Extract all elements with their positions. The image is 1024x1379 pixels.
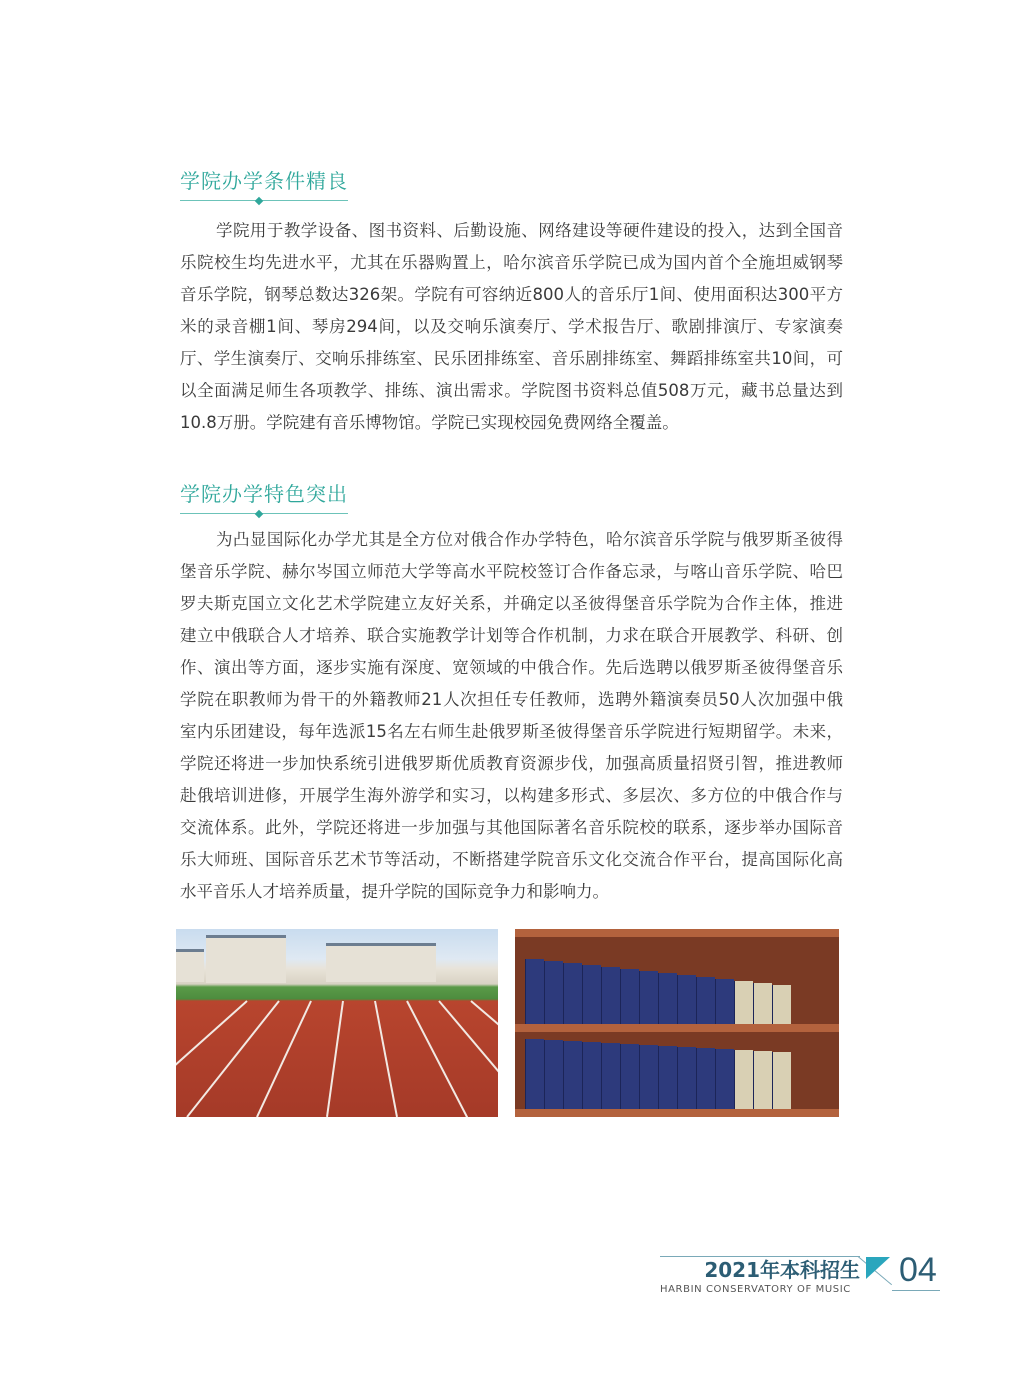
- book: [677, 975, 696, 1024]
- diamond-icon: [255, 197, 263, 205]
- footer-title: 2021年本科招生: [704, 1258, 860, 1282]
- book: [696, 977, 715, 1024]
- paragraph-line: 建立中俄联合人才培养、联合实施教学计划等合作机制，力求在联合开展教学、科研、创: [180, 626, 843, 645]
- building: [176, 949, 204, 982]
- footer-rule: [892, 1290, 940, 1291]
- paragraph-line: 为凸显国际化办学尤其是全方位对俄合作办学特色，哈尔滨音乐学院与俄罗斯圣彼得: [216, 530, 843, 549]
- book: [525, 1039, 544, 1109]
- book: [544, 961, 563, 1024]
- lane-line: [374, 1001, 398, 1117]
- paragraph-line: 乐大师班、国际音乐艺术节等活动，不断搭建学院音乐文化交流合作平台，提高国际化高: [180, 850, 843, 869]
- facilities-paragraph: [180, 215, 843, 439]
- book: [734, 981, 753, 1024]
- book: [563, 1041, 582, 1109]
- paragraph-line: 水平音乐人才培养质量，提升学院的国际竞争力和影响力。: [180, 882, 609, 901]
- paragraph-line: 作、演出等方面，逐步实施有深度、宽领域的中俄合作。先后选聘以俄罗斯圣彼得堡音乐: [180, 658, 843, 677]
- paragraph-line: 赴俄培训进修，开展学生海外游学和实习，以构建多形式、多层次、多方位的中俄合作与: [180, 786, 843, 805]
- heading-underline: [180, 200, 348, 201]
- book: [658, 1046, 677, 1109]
- book: [753, 1051, 772, 1109]
- heading-underline: [180, 513, 348, 514]
- book: [601, 1043, 620, 1109]
- book: [696, 1048, 715, 1109]
- building: [206, 935, 286, 983]
- shelf: [515, 1109, 839, 1117]
- paragraph-line: 学院在职教师为骨干的外籍教师21人次担任专任教师，选聘外籍演奏员50人次加强中俄: [180, 690, 843, 709]
- section-heading-features: [180, 481, 348, 507]
- book: [601, 967, 620, 1024]
- paragraph-line: 10.8万册。学院建有音乐博物馆。学院已实现校园免费网络全覆盖。: [180, 413, 679, 432]
- lane-line: [470, 1000, 498, 1117]
- book: [639, 1045, 658, 1109]
- book: [544, 1040, 563, 1109]
- diamond-icon: [255, 510, 263, 518]
- paragraph-line: 室内乐团建设，每年选派15名左右师生赴俄罗斯圣彼得堡音乐学院进行短期留学。未来，: [180, 722, 843, 741]
- book: [639, 971, 658, 1024]
- lane-line: [406, 1001, 468, 1117]
- book: [753, 983, 772, 1024]
- paragraph-line: 学院用于教学设备、图书资料、后勤设施、网络建设等硬件建设的投入，达到全国音: [216, 221, 843, 240]
- section-heading-facilities: [180, 168, 348, 194]
- features-paragraph: [180, 524, 843, 908]
- book: [563, 963, 582, 1024]
- book: [677, 1047, 696, 1109]
- shelf: [515, 929, 839, 937]
- book: [620, 1044, 639, 1109]
- library-bookshelf-photo: [515, 929, 839, 1117]
- paragraph-line: 以全面满足师生各项教学、排练、演出需求。学院图书资料总值508万元，藏书总量达到: [180, 381, 843, 400]
- book: [658, 973, 677, 1024]
- book: [772, 985, 791, 1024]
- paragraph-line: 米的录音棚1间、琴房294间，以及交响乐演奏厅、学术报告厅、歌剧排演厅、专家演奏: [180, 317, 843, 336]
- page-number: 04: [899, 1251, 937, 1289]
- paragraph-line: 乐院校生均先进水平，尤其在乐器购置上，哈尔滨音乐学院已成为国内首个全施坦威钢琴: [180, 253, 843, 272]
- footer-subtitle: HARBIN CONSERVATORY OF MUSIC: [660, 1284, 851, 1295]
- book: [582, 965, 601, 1024]
- lane-line: [176, 1000, 248, 1117]
- lane-line: [326, 1001, 344, 1117]
- book: [715, 1049, 734, 1109]
- heading-text: 学院办学特色突出: [180, 482, 348, 506]
- book: [772, 1052, 791, 1109]
- heading-text: 学院办学条件精良: [180, 169, 348, 193]
- paragraph-line: 学院还将进一步加快系统引进俄罗斯优质教育资源步伐，加强高质量招贤引智，推进教师: [180, 754, 843, 773]
- running-track-photo: [176, 929, 498, 1117]
- book: [582, 1042, 601, 1109]
- paragraph-line: 交流体系。此外，学院还将进一步加强与其他国际著名音乐院校的联系，逐步举办国际音: [180, 818, 843, 837]
- paragraph-line: 罗夫斯克国立文化艺术学院建立友好关系，并确定以圣彼得堡音乐学院为合作主体，推进: [180, 594, 843, 613]
- footer-rule: [660, 1256, 860, 1257]
- book: [715, 979, 734, 1024]
- building: [326, 943, 436, 982]
- triangle-icon: [866, 1257, 890, 1279]
- shelf: [515, 1024, 839, 1032]
- book: [734, 1050, 753, 1109]
- book: [525, 959, 544, 1024]
- book: [620, 969, 639, 1024]
- paragraph-line: 音乐学院，钢琴总数达326架。学院有可容纳近800人的音乐厅1间、使用面积达300平方: [180, 285, 843, 304]
- paragraph-line: 堡音乐学院、赫尔岑国立师范大学等高水平院校签订合作备忘录，与喀山音乐学院、哈巴: [180, 562, 843, 581]
- paragraph-line: 厅、学生演奏厅、交响乐排练室、民乐团排练室、音乐剧排练室、舞蹈排练室共10间，可: [180, 349, 843, 368]
